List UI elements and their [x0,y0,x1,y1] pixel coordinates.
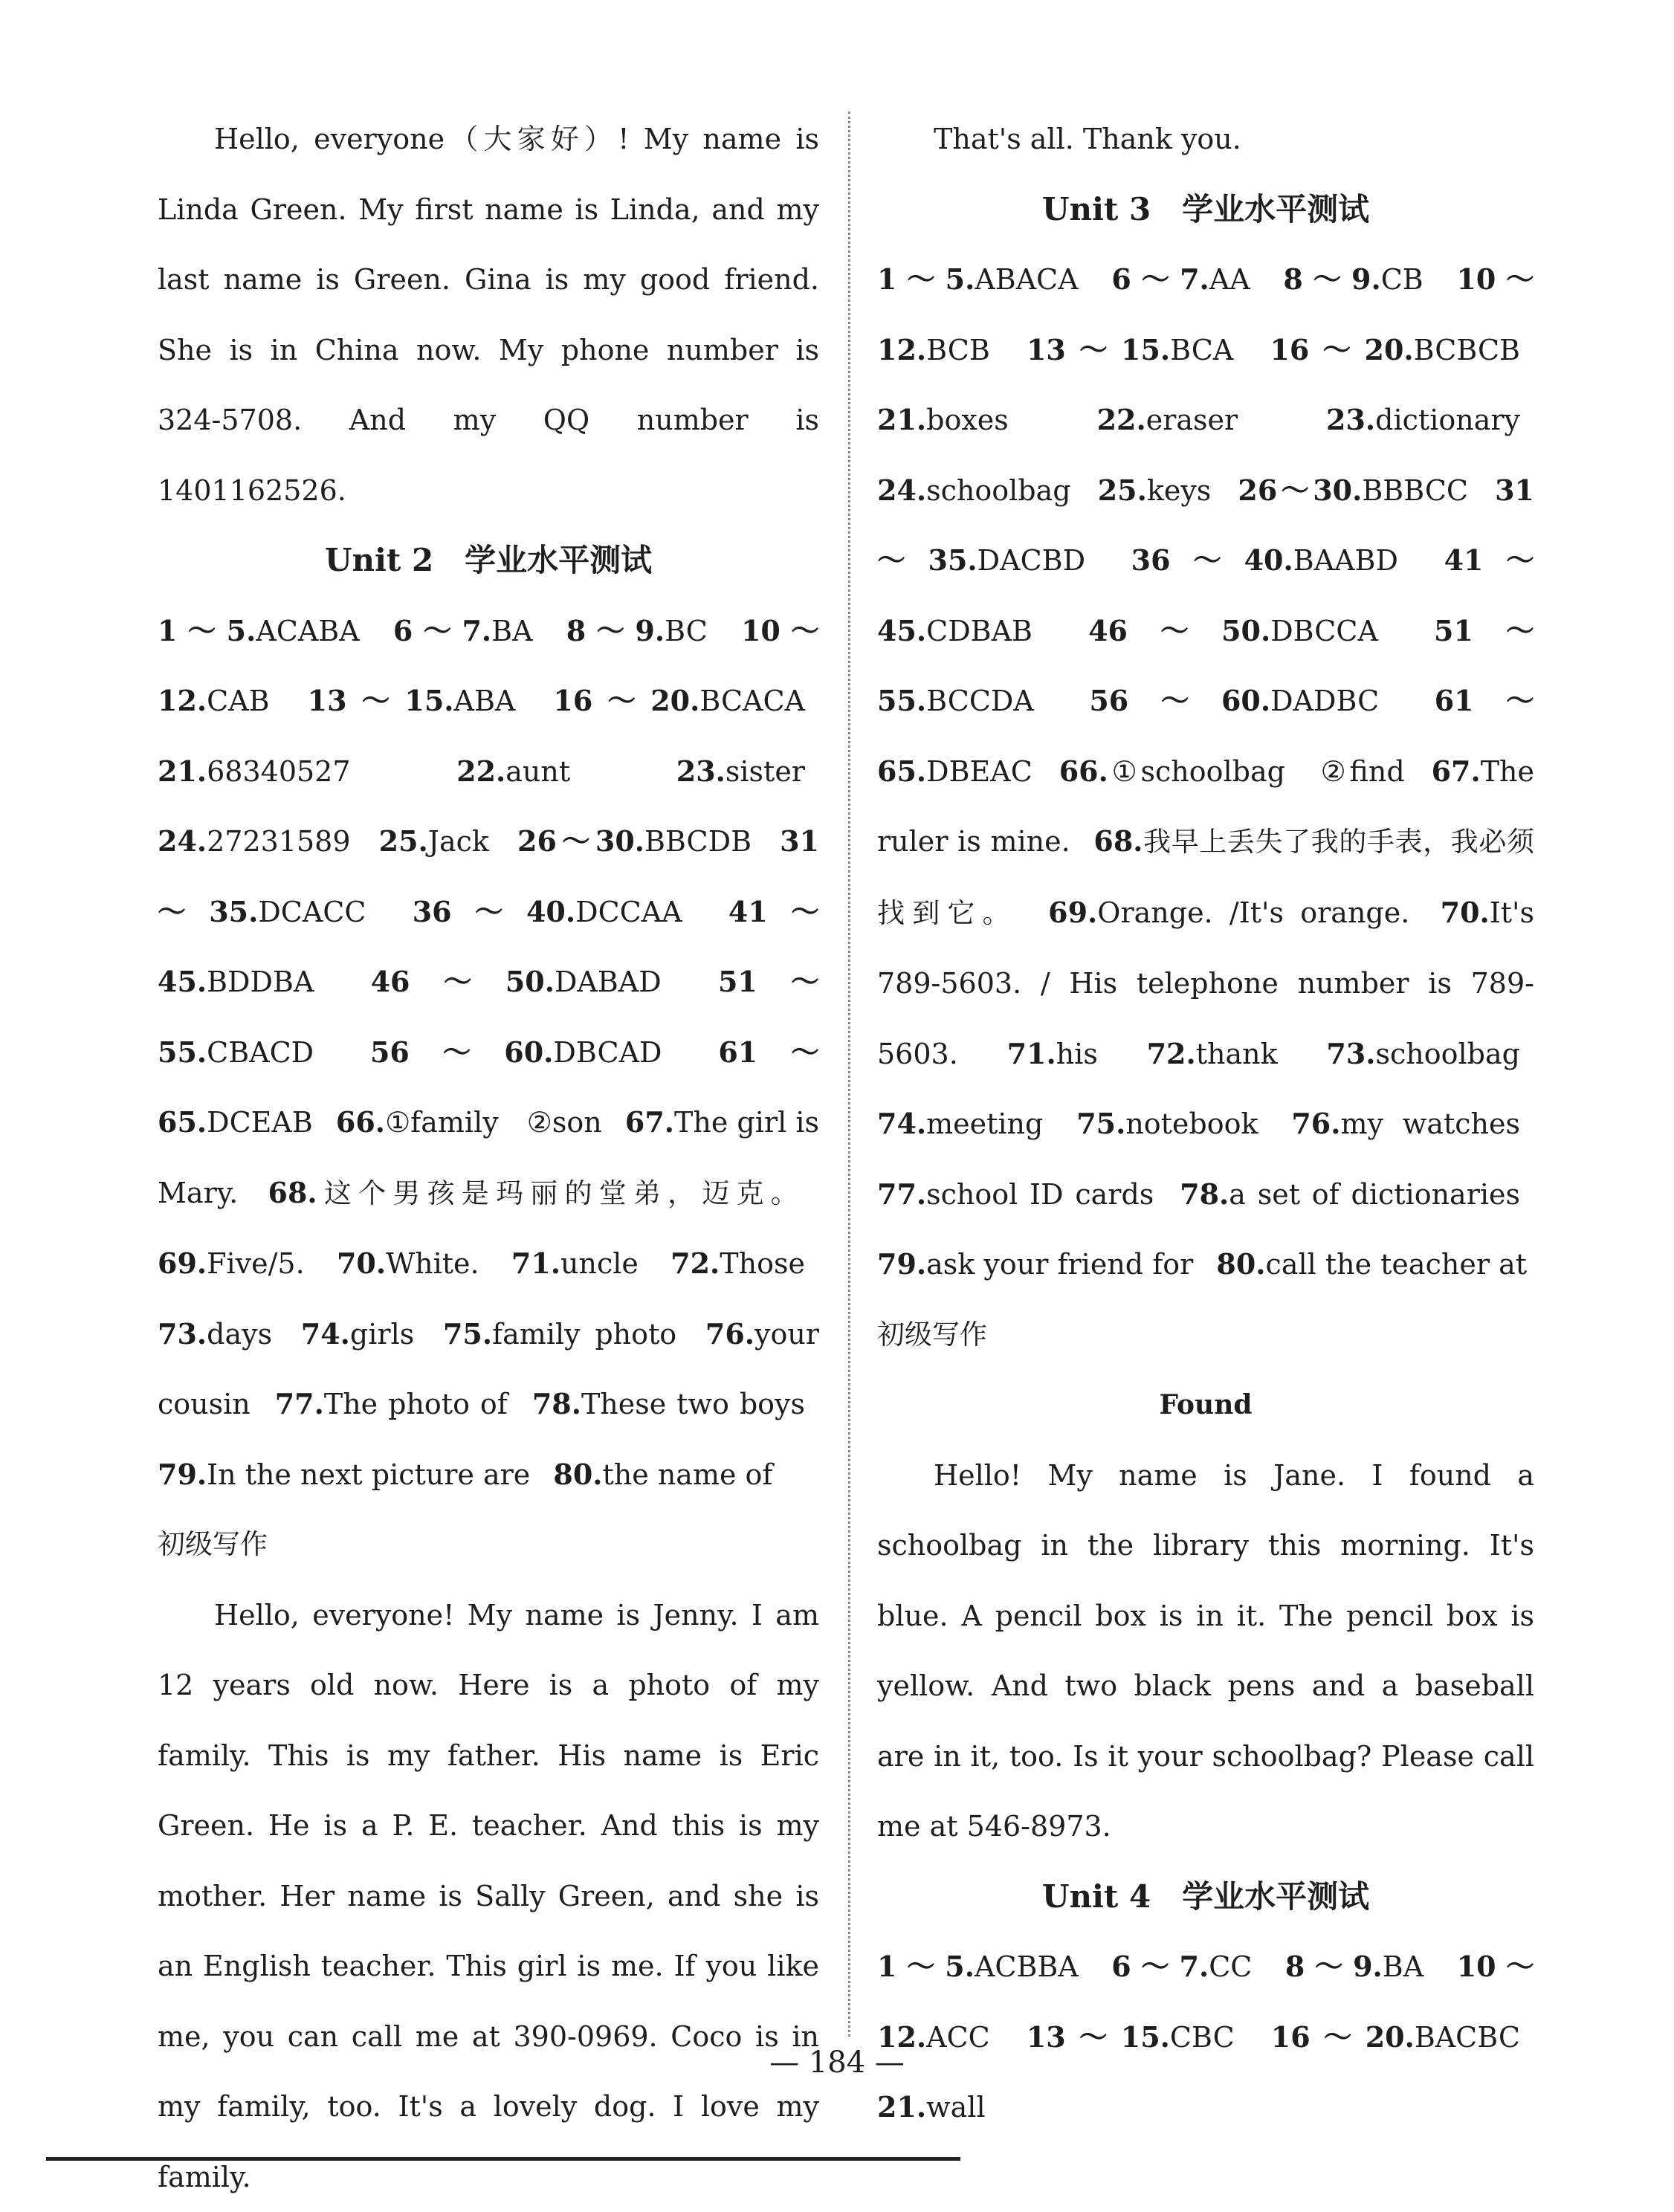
unit3-answers: 1～5.ABACA 6～7.AA 8～9.CB 10～12.BCB 13～15.BCA 16～20.BCBCB 21.boxes 22.eraser 23.dictionary 24.schoolbag 25.keys 26～30.BBBCC 31～35.DACBD 36～40.BAABD 41～45.CDBAB 46～50.DBCCA 51～55.BCCDA 56～60.DADBC 61～65.DBEAC 66.①schoolbag ②find 67.The ruler is mine. 68.我早上丢失了我的手表，我必须找到它。 69.Orange. /It's orange. 70.It's 789-5603. / His telephone number is 789-5603. 71.his 72.thank 73.schoolbag 74.meeting 75.notebook 76.my watches 77.school ID cards 78.a set of dictionaries 79.ask your friend for 80.call the teacher at [877,245,1534,1300]
right-column [877,104,1534,2143]
unit3-heading: Unit 3 学业水平测试 [877,175,1534,245]
writing-paragraph-right: Hello! My name is Jane. I found a schoolbag in the library this morning. It's blue. A pencil box is in it. The pencil box is yellow. And two black pens and a baseball are in it, too. Is it your schoolbag? Please call me at 546-8973. [877,1440,1534,1862]
closing-line: That's all. Thank you. [877,104,1534,175]
left-column [158,104,819,2212]
unit2-answers: 1～5.ACABA 6～7.BA 8～9.BC 10～12.CAB 13～15.ABA 16～20.BCACA 21.68340527 22.aunt 23.sister 24.27231589 25.Jack 26～30.BBCDB 31～35.DCACC 36～40.DCCAA 41～45.BDDBA 46～50.DABAD 51～55.CBACD 56～60.DBCAD 61～65.DCEAB 66.①family ②son 67.The girl is Mary. 68.这个男孩是玛丽的堂弟，迈克。 69.Five/5. 70.White. 71.uncle 72.Those 73.days 74.girls 75.family photo 76.your cousin 77.The photo of 78.These two boys 79.In the next picture are 80.the name of [158,596,819,1510]
intro-paragraph: Hello, everyone（大家好）! My name is Linda Green. My first name is Linda, and my last name is Green. Gina is my good friend. She is in China now. My phone number is 324-5708. And my QQ number is 1401162526. [158,104,819,525]
writing-label-right: 初级写作 [877,1300,1534,1371]
unit4-answers: 1～5.ACBBA 6～7.CC 8～9.BA 10～12.ACC 13～15.CBC 16～20.BACBC 21.wall [877,1932,1534,2143]
page-number: — 184 — [0,2040,1674,2085]
writing-title-found: Found [877,1370,1534,1440]
writing-paragraph-left: Hello, everyone! My name is Jenny. I am 12 years old now. Here is a photo of my family. This is my father. His name is Eric Green. He is a P. E. teacher. And this is my mother. Her name is Sally Green, and she is an English teacher. This girl is me. If you like me, you can call me at 390-0969. Coco is in my family, too. It's a lovely dog. I love my family. [158,1580,819,2212]
footer-rule [46,2157,960,2161]
writing-label-left: 初级写作 [158,1510,819,1580]
column-divider [848,111,850,2037]
unit4-heading: Unit 4 学业水平测试 [877,1862,1534,1933]
unit2-heading: Unit 2 学业水平测试 [158,525,819,596]
